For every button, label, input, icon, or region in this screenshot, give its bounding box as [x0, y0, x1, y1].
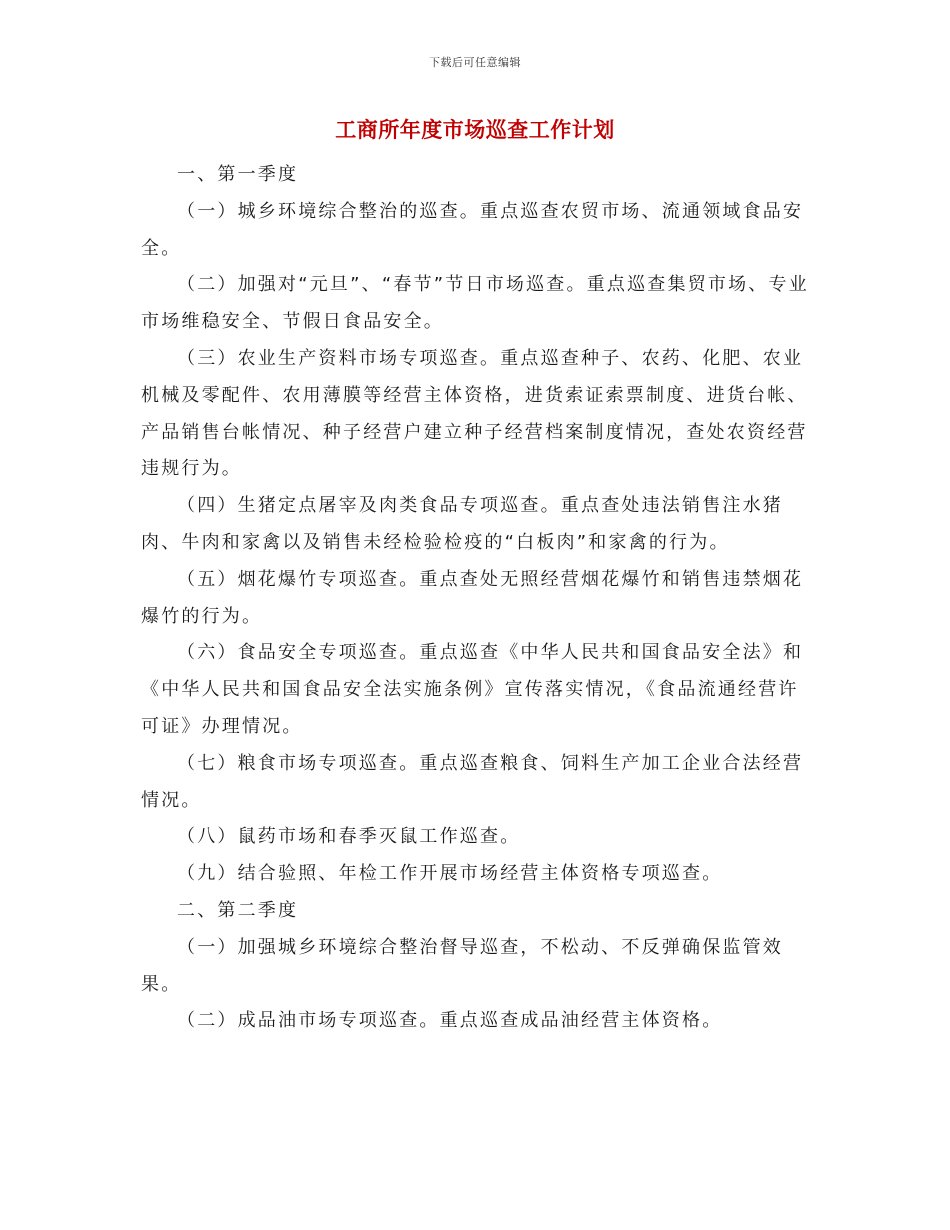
paragraph-q1-3: （三）农业生产资料市场专项巡查。重点巡查种子、农药、化肥、农业机械及零配件、农用薄膜等经营主体资格，进货索证索票制度、进货台帐、产品销售台帐情况、种子经营户建立种子经营档案制度情况，查处农资经营违规行为。: [141, 347, 808, 480]
paragraph-q1-1: （一）城乡环境综合整治的巡查。重点巡查农贸市场、流通领域食品安全。: [141, 200, 804, 259]
paragraph-q1-8: （八）鼠药市场和春季灭鼠工作巡查。: [177, 826, 521, 848]
paragraph-q1-4: （四）生猪定点屠宰及肉类食品专项巡查。重点查处违法销售注水猪肉、牛肉和家禽以及销售未经检验检疫的“白板肉”和家禽的行为。: [141, 495, 783, 553]
paragraph-q1-5: （五）烟花爆竹专项巡查。重点查处无照经营烟花爆竹和销售违禁烟花爆竹的行为。: [141, 568, 804, 627]
section-heading-q1: 一、第一季度: [177, 164, 299, 185]
section-heading-q2: 二、第二季度: [177, 899, 299, 921]
paragraph-q2-1: （一）加强城乡环境综合整治督导巡查，不松动、不反弹确保监管效果。: [141, 936, 783, 995]
paragraph-q1-7: （七）粮食市场专项巡查。重点巡查粮食、饲料生产加工企业合法经营情况。: [141, 752, 804, 811]
header-note: 下载后可任意编辑: [429, 56, 521, 69]
paragraph-q2-2: （二）成品油市场专项巡查。重点巡查成品油经营主体资格。: [177, 1010, 723, 1032]
paragraph-q1-6: （六）食品安全专项巡查。重点巡查《中华人民共和国食品安全法》和《中华人民共和国食品安全法实施条例》宣传落实情况，《食品流通经营许可证》办理情况。: [141, 642, 804, 737]
paragraph-q1-9: （九）结合验照、年检工作开展市场经营主体资格专项巡查。: [177, 863, 723, 885]
document-body: [141, 157, 809, 1040]
paragraph-q1-2: （二）加强对“元旦”、“春节”节日市场巡查。重点巡查集贸市场、专业市场维稳安全、节假日食品安全。: [141, 274, 809, 333]
document-title: 工商所年度市场巡查工作计划: [335, 118, 615, 142]
